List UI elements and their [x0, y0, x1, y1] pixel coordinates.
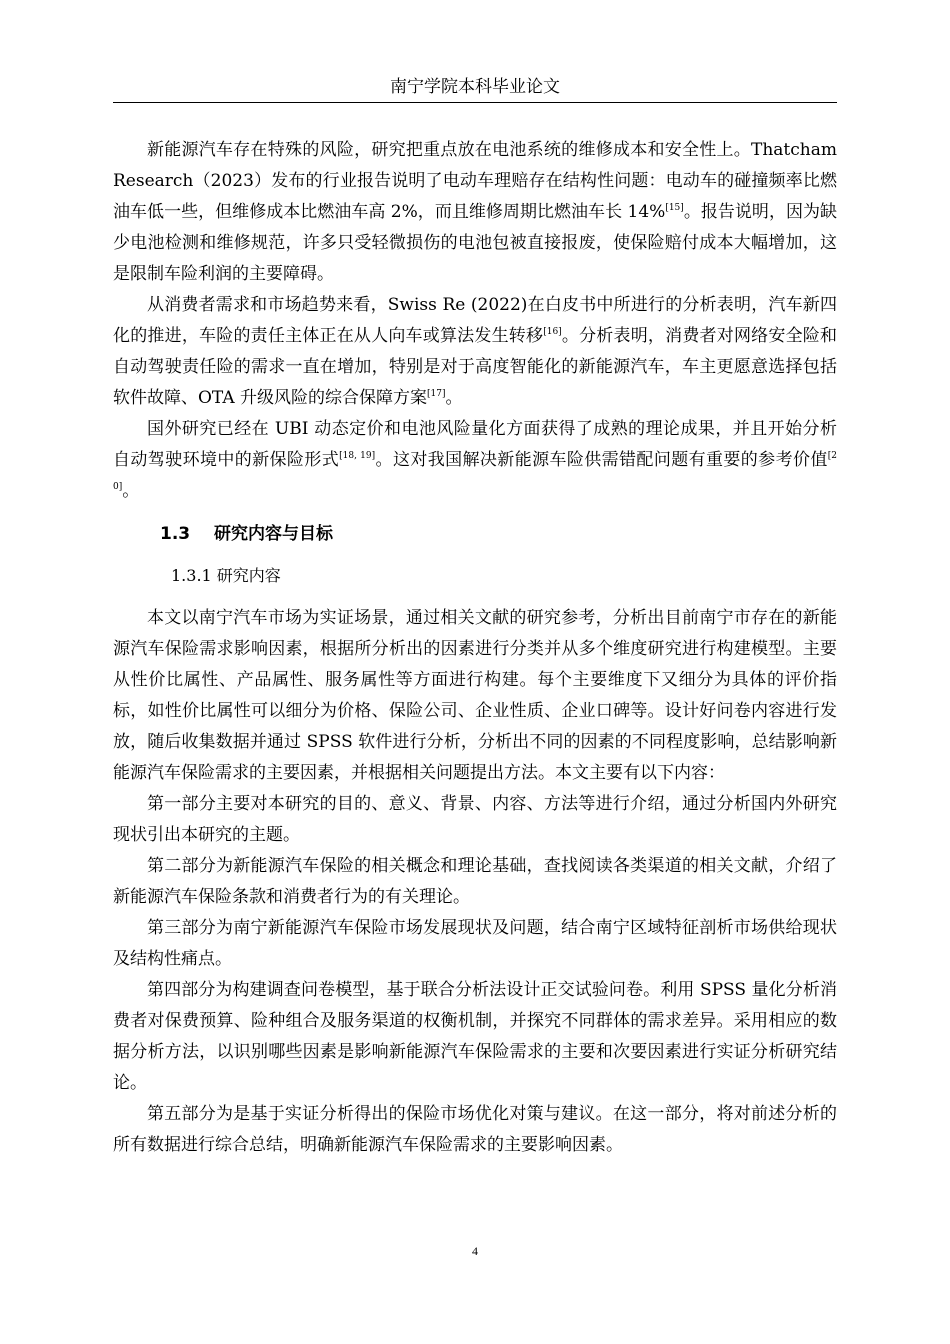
paragraph-part-two: 第二部分为新能源汽车保险的相关概念和理论基础，查找阅读各类渠道的相关文献，介绍了新能源汽车保险条款和消费者行为的有关理论。: [113, 856, 837, 907]
paragraph-overview: 本文以南宁汽车市场为实证场景，通过相关文献的研究参考，分析出目前南宁市存在的新能源汽车保险需求影响因素，根据所分析出的因素进行分类并从多个维度研究进行构建模型。主要从性价比属性、产品属性、服务属性等方面进行构建。每个主要维度下又细分为具体的评价指标，如性价比属性可以细分为价格、保险公司、企业性质、企业口碑等。设计好问卷内容进行发放，随后收集数据并通过 SPSS 软件进行分析，分析出不同的因素的不同程度影响，总结影响新能源汽车保险需求的主要因素，并根据相关问题提出方法。本文主要有以下内容：: [113, 608, 837, 783]
paragraph-text: 。: [122, 481, 140, 501]
section-heading: [160, 519, 837, 550]
paragraph-text: 。这对我国解决新能源车险供需错配问题有重要的参考价值: [375, 450, 828, 470]
citation: [18, 19]: [339, 451, 376, 461]
citation: [17]: [427, 389, 446, 399]
paragraph-text: 。报告说明，因为缺少电池检测和维修规范，许多只受轻微损伤的电池包被直接报废，使保险赔付成本大幅增加，这是限制车险利润的主要障碍。: [113, 202, 838, 284]
paragraph-part-one: 第一部分主要对本研究的目的、意义、背景、内容、方法等进行介绍，通过分析国内外研究现状引出本研究的主题。: [113, 794, 837, 845]
paragraph-text: 从消费者需求和市场趋势来看，Swiss Re (2022)在白皮书中所进行的分析表明，汽车新四化的推进，车险的责任主体正在从人向车或算法发生转移: [113, 295, 837, 346]
paragraph-text: 。: [445, 388, 463, 408]
section-title: 研究内容与目标: [214, 524, 333, 544]
paragraph-part-five: 第五部分为是基于实证分析得出的保险市场优化对策与建议。在这一部分，将对前述分析的所有数据进行综合总结，明确新能源汽车保险需求的主要影响因素。: [113, 1104, 837, 1155]
paragraph-risk: [113, 135, 837, 290]
paragraph-text: 国外研究已经在 UBI 动态定价和电池风险量化方面获得了成熟的理论成果，并且开始分析自动驾驶环境中的新保险形式: [113, 419, 837, 470]
paragraph-text: 。分析表明，消费者对网络安全险和自动驾驶责任险的需求一直在增加，特别是对于高度智能化的新能源汽车，车主更愿意选择包括软件故障、OTA 升级风险的综合保障方案: [113, 326, 838, 408]
paragraph-text: 新能源汽车存在特殊的风险，研究把重点放在电池系统的维修成本和安全性上。Thatcham Research（2023）发布的行业报告说明了电动车理赔存在结构性问题：电动车的碰撞频率比燃油车低一些，但维修成本比燃油车高 2%，而且维修周期比燃油车长 14%: [113, 140, 837, 222]
page-header: 南宁学院本科毕业论文: [113, 72, 837, 103]
citation: [15]: [665, 203, 684, 213]
paragraph-demand: [113, 290, 837, 414]
page-body: [113, 135, 837, 1161]
page-number: 4: [472, 1244, 478, 1258]
paragraph-part-four: 第四部分为构建调查问卷模型，基于联合分析法设计正交试验问卷。利用 SPSS 量化分析消费者对保费预算、险种组合及服务渠道的权衡机制，并探究不同群体的需求差异。采用相应的数据分析方法，以识别哪些因素是影响新能源汽车保险需求的主要和次要因素进行实证分析研究结论。: [113, 980, 837, 1093]
paragraph-foreign: [113, 414, 837, 507]
section-number: 1.3: [160, 524, 191, 544]
paragraph-part-three: 第三部分为南宁新能源汽车保险市场发展现状及问题，结合南宁区域特征剖析市场供给现状及结构性痛点。: [113, 918, 837, 969]
citation: [20]: [113, 451, 838, 492]
citation: [16]: [543, 327, 562, 337]
subsection-heading: 1.3.1 研究内容: [171, 566, 281, 585]
